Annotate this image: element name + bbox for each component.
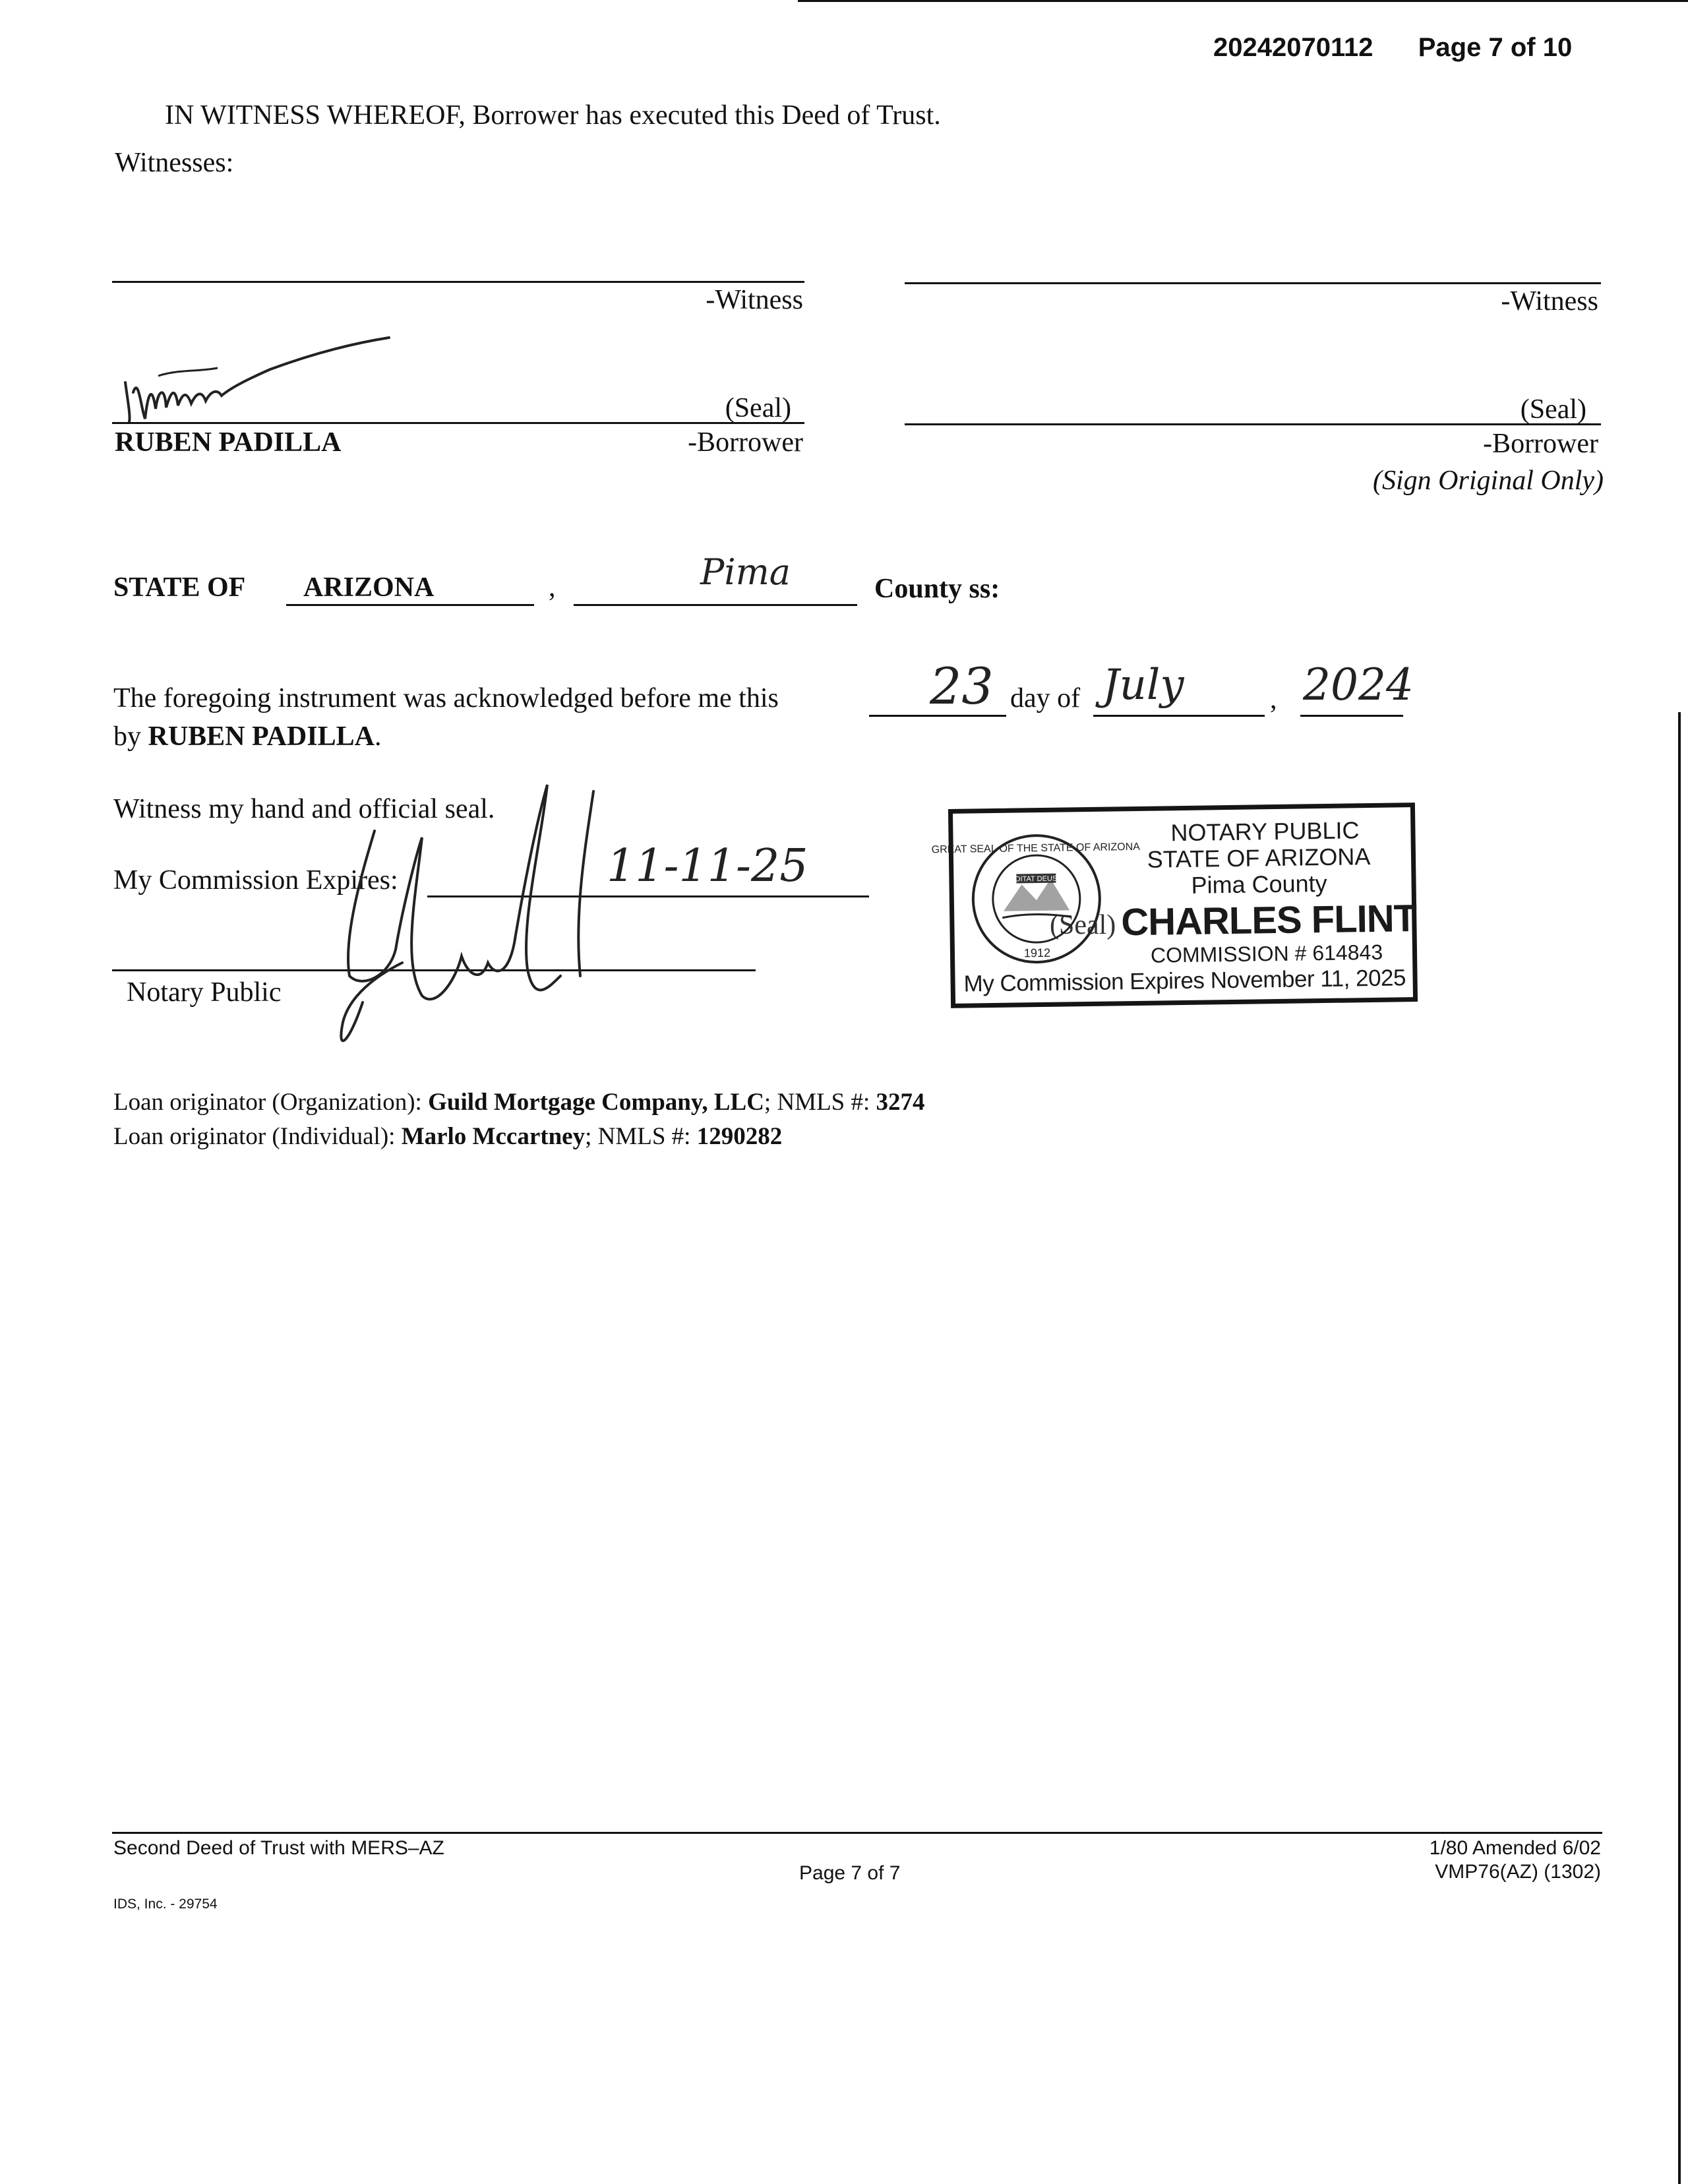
commission-date-handwritten: 11-11-25	[607, 840, 808, 892]
ack-year-handwritten: 2024	[1303, 659, 1414, 710]
org-nmls-label: ; NMLS #:	[764, 1089, 876, 1116]
notary-signature	[323, 778, 600, 1055]
witness-line-left	[112, 281, 804, 283]
ind-nmls: 1290282	[696, 1123, 783, 1150]
witness-caption-left: -Witness	[706, 285, 803, 315]
seal-label-right: (Seal)	[1520, 394, 1586, 425]
ind-label: Loan originator (Individual):	[113, 1123, 402, 1150]
stamp-state: STATE OF ARIZONA	[1147, 843, 1371, 873]
borrower-name: RUBEN PADILLA	[115, 427, 342, 458]
seal-motto: DITAT DEUS	[1015, 874, 1058, 884]
witness-whereof-text: IN WITNESS WHEREOF, Borrower has executed this Deed of Trust.	[165, 100, 941, 131]
scan-right-border	[1678, 712, 1681, 2184]
witness-hand-seal: Witness my hand and official seal.	[113, 794, 495, 824]
witnesses-label: Witnesses:	[115, 148, 234, 178]
state-value: ARIZONA	[303, 572, 435, 603]
footer-page: Page 7 of 7	[799, 1862, 901, 1884]
page-label: Page 7 of 10	[1418, 33, 1573, 62]
borrower-signature	[119, 330, 409, 435]
notary-stamp	[931, 803, 1418, 1008]
ind-name: Marlo Mccartney	[401, 1123, 586, 1150]
ack-year-underline	[1300, 715, 1403, 717]
ack-by-suffix: .	[374, 721, 382, 752]
borrower-caption-left: -Borrower	[688, 427, 803, 458]
ack-day-of-label: day of	[1010, 683, 1081, 713]
ack-day-underline	[869, 715, 1006, 717]
ack-day-handwritten: 23	[930, 657, 994, 715]
org-name: Guild Mortgage Company, LLC	[428, 1089, 764, 1116]
stamp-commission-expires: My Commission Expires November 11, 2025	[963, 965, 1406, 997]
ack-by-name: RUBEN PADILLA	[148, 721, 375, 752]
county-underline	[574, 604, 857, 606]
org-nmls: 3274	[876, 1089, 925, 1116]
acknowledgment-text: The foregoing instrument was acknowledged before me this	[113, 683, 779, 713]
borrower-caption-right: -Borrower	[1483, 429, 1598, 459]
footer-form-code: VMP76(AZ) (1302)	[1435, 1861, 1601, 1883]
state-label: STATE OF	[113, 572, 246, 603]
state-comma: ,	[549, 572, 556, 603]
stamp-county: Pima County	[1191, 869, 1327, 899]
witness-caption-right: -Witness	[1501, 286, 1598, 317]
stamp-notary-name: CHARLES FLINT	[1120, 897, 1417, 944]
org-label: Loan originator (Organization):	[113, 1089, 429, 1116]
recording-number: 20242070112	[1213, 33, 1373, 62]
ack-month-underline	[1093, 715, 1265, 717]
ind-nmls-label: ; NMLS #:	[585, 1123, 697, 1150]
witness-line-right	[905, 282, 1601, 284]
notary-seal-word: (Seal)	[1050, 910, 1116, 940]
sign-original-note: (Sign Original Only)	[1373, 466, 1604, 496]
seal-ring-text: GREAT SEAL OF THE STATE OF ARIZONA	[931, 841, 1140, 856]
loan-originator-organization	[113, 1088, 925, 1116]
loan-originator-individual	[113, 1122, 782, 1151]
county-label: County ss:	[874, 574, 1000, 604]
acknowledgment-by-line	[113, 720, 381, 753]
ack-by-prefix: by	[113, 721, 141, 752]
footer-amended: 1/80 Amended 6/02	[1429, 1837, 1601, 1859]
state-underline	[286, 604, 534, 606]
stamp-notary-public: NOTARY PUBLIC	[1170, 816, 1360, 847]
ack-month-handwritten: July	[1102, 661, 1184, 710]
stamp-commission-number: COMMISSION # 614843	[1150, 940, 1383, 967]
header	[1213, 33, 1572, 63]
notary-public-label: Notary Public	[127, 977, 282, 1008]
commission-expires-label: My Commission Expires:	[113, 865, 398, 895]
county-handwritten: Pima	[700, 551, 791, 593]
seal-label-left: (Seal)	[725, 393, 791, 423]
scan-top-border	[798, 0, 1688, 2]
footer-form-title: Second Deed of Trust with MERS–AZ	[113, 1837, 444, 1859]
ack-comma: ,	[1270, 684, 1277, 715]
arizona-state-seal-icon	[931, 831, 1140, 967]
footer-rule	[112, 1832, 1602, 1834]
footer-vendor: IDS, Inc. - 29754	[113, 1896, 218, 1912]
seal-year: 1912	[1023, 946, 1051, 960]
